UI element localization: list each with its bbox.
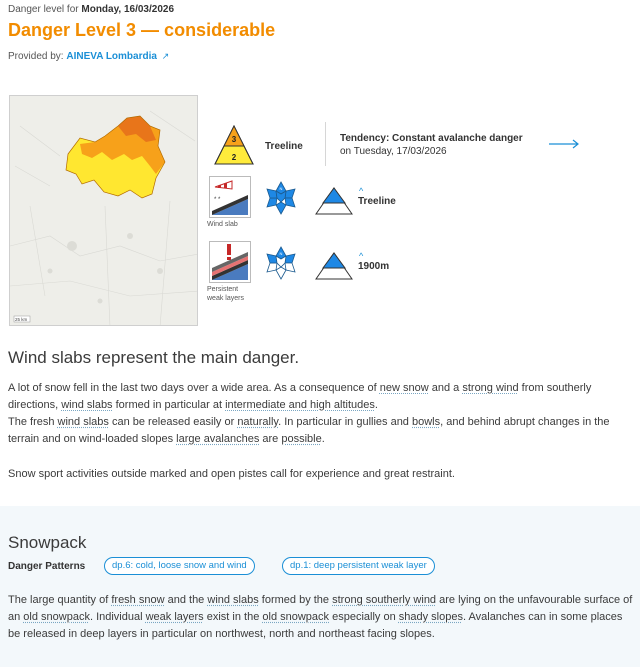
travel-advisory-paragraph: Snow sport activities outside marked and open pistes call for experience and great restraint. (8, 468, 455, 480)
glossary-link[interactable]: shady slopes (398, 611, 463, 623)
problem-label: Wind slab (207, 221, 238, 228)
text-run: especially on (329, 611, 399, 623)
text-run: The large quantity of (8, 594, 112, 606)
glossary-link[interactable]: old snowpack (262, 611, 330, 623)
glossary-link[interactable]: fresh snow (111, 594, 165, 606)
mountain-elevation-icon (314, 186, 354, 221)
danger-pattern-chip[interactable]: dp.1: deep persistent weak layer (282, 557, 435, 575)
danger-patterns-label: Danger Patterns (8, 561, 86, 572)
highlights-heading: Wind slabs represent the main danger. (8, 348, 300, 367)
glossary-link[interactable]: intermediate and high altitudes (225, 399, 375, 411)
danger-pattern-chip[interactable]: dp.6: cold, loose snow and wind (104, 557, 255, 575)
persistent-weak-layers-icon (209, 241, 251, 283)
rating-elevation: Treeline (265, 141, 303, 152)
text-run: formed in particular at (112, 399, 226, 411)
text-run: . (374, 399, 378, 411)
glossary-link[interactable]: strong southerly wind (332, 594, 437, 606)
aspect-rose-icon (263, 180, 299, 221)
text-run: , and behind abrupt changes in the terrain and on wind-loaded slopes (8, 416, 610, 445)
snowpack-heading: Snowpack (8, 533, 87, 552)
provided-prefix: Provided by: (8, 51, 64, 62)
text-run: can be released easily or (108, 416, 238, 428)
svg-text:N: N (279, 251, 283, 256)
map-scale: 25 km (15, 317, 28, 322)
danger-level-title: Danger Level 3 — considerable (8, 20, 276, 40)
text-run: . In particular in gullies and (278, 416, 412, 428)
glossary-link[interactable]: naturally (237, 416, 279, 428)
glossary-link[interactable]: weak layers (145, 611, 204, 623)
svg-text:N: N (279, 186, 283, 191)
danger-rating-row (209, 122, 640, 168)
danger-rating-triangle-icon (209, 124, 259, 166)
mountain-elevation-icon (314, 251, 354, 286)
wind-slab-icon (209, 176, 251, 218)
text-run: and a (428, 382, 463, 394)
report-date: Monday, 16/03/2026 (81, 4, 175, 15)
caret-up-icon: ^ (359, 251, 364, 261)
provided-by (8, 50, 628, 63)
problem-elevation (358, 251, 390, 272)
avalanche-problem-persistent-weak-layers (207, 241, 640, 302)
text-run: from southerly directions, (8, 382, 592, 411)
glossary-link[interactable]: wind slabs (207, 594, 259, 606)
problem-label: Persistent weak layers (207, 286, 244, 302)
text-run: . Avalanches can in some places be released in deep layers in particular on northwest, north and northeast facing slopes. (8, 611, 623, 640)
danger-map[interactable] (9, 95, 198, 326)
avalanche-activity-paragraph (8, 380, 634, 414)
date-line (8, 4, 628, 16)
avalanche-problem-wind-slab (209, 176, 640, 232)
glossary-link[interactable]: possible (281, 433, 322, 445)
text-run: formed by the (258, 594, 333, 606)
text-run: The fresh (8, 416, 58, 428)
glossary-link[interactable]: wind slabs (57, 416, 109, 428)
text-run: A lot of snow fell in the last two days over a wide area. As a consequence of (8, 382, 380, 394)
text-run: . Individual (89, 611, 146, 623)
text-run: are lying on the unfavourable surface of an (8, 594, 633, 623)
glossary-link[interactable]: wind slabs (61, 399, 113, 411)
text-run: exist in the (203, 611, 263, 623)
avalanche-activity-paragraph (8, 414, 634, 448)
lower-level: 2 (231, 153, 237, 162)
text-run: . (321, 433, 325, 445)
caret-up-icon: ^ (359, 186, 364, 196)
glossary-link[interactable]: bowls (412, 416, 441, 428)
glossary-link[interactable]: strong wind (462, 382, 519, 394)
divider (325, 122, 326, 166)
external-link-icon[interactable]: ↗ (161, 51, 170, 61)
aspect-rose-icon (263, 245, 299, 286)
svg-text:* *: * * (214, 197, 221, 203)
snowpack-paragraph (8, 592, 634, 643)
elevation-value: 1900m (358, 261, 390, 272)
provider-link[interactable]: AINEVA Lombardia (66, 51, 157, 62)
date-prefix: Danger level for (8, 4, 79, 15)
snowpack-section (0, 506, 640, 667)
text-run: are (259, 433, 282, 445)
text-run: and the (164, 594, 208, 606)
glossary-link[interactable]: large avalanches (176, 433, 260, 445)
glossary-link[interactable]: old snowpack (23, 611, 90, 623)
tendency-date: on Tuesday, 17/03/2026 (340, 146, 447, 157)
problem-elevation (358, 186, 396, 207)
report-header (8, 4, 628, 63)
tendency (340, 132, 523, 158)
elevation-value: Treeline (358, 196, 396, 207)
arrow-right-icon (548, 136, 580, 154)
glossary-link[interactable]: new snow (379, 382, 429, 394)
upper-level: 3 (231, 135, 237, 144)
tendency-title: Tendency: Constant avalanche danger (340, 133, 523, 144)
